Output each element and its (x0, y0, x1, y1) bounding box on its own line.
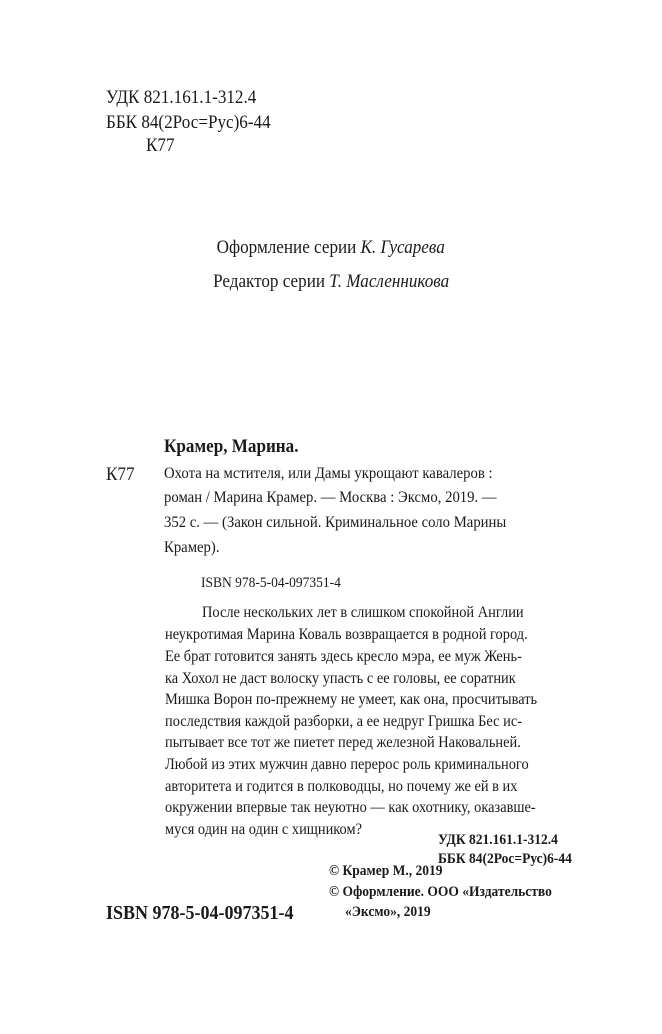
series-design-name: К. Гусарева (360, 237, 446, 258)
description-line: Любой из этих мужчин давно перерос роль криминального (165, 756, 529, 773)
description-line: неукротимая Марина Коваль возвращается в родной город. (165, 626, 528, 643)
catalog-author-mark: К77 (106, 464, 135, 485)
bbk-index: ББК 84(2Рос=Рус)6-44 (106, 112, 271, 133)
annotation-line: Охота на мстителя, или Дамы укрощают кавалеров : (164, 465, 493, 482)
series-editor-credit (0, 270, 662, 293)
copyright-publisher: «Эксмо», 2019 (345, 904, 431, 920)
description-line: ка Хохол не даст волоску упасть с ее головы, ее соратник (165, 670, 516, 687)
description-line: авторитета и годится в полководцы, но почему же ей в их (165, 778, 518, 795)
author-heading: Крамер, Марина. (164, 436, 299, 457)
author-mark: К77 (146, 135, 175, 156)
description-line: пытывает все тот же пиетет перед железной Наковальней. (165, 734, 521, 751)
annotation-line: роман / Марина Крамер. — Москва : Эксмо, 2019. — (164, 489, 497, 506)
bbk-short: ББК 84(2Рос=Рус)6-44 (438, 851, 572, 867)
series-editor-name: Т. Масленникова (329, 271, 450, 292)
series-design-label: Оформление серии (216, 237, 361, 258)
description-line: окружении впервые так неуютно — как охотнику, оказавше- (165, 799, 536, 816)
copyright-design: © Оформление. ООО «Издательство (329, 884, 552, 900)
copyright-author: © Крамер М., 2019 (329, 863, 443, 879)
description-line: Мишка Ворон по-прежнему не умеет, как она, просчитывать (165, 691, 538, 708)
footer-isbn: ISBN 978-5-04-097351-4 (106, 902, 294, 924)
udk-short: УДК 821.161.1-312.4 (438, 832, 558, 848)
annotation-line: Крамер). (164, 539, 220, 556)
series-design-credit (0, 236, 662, 259)
description-line: муся один на один с хищником? (165, 821, 362, 838)
catalog-isbn: ISBN 978-5-04-097351-4 (201, 575, 341, 591)
description-line: Ее брат готовится занять здесь кресло мэра, ее муж Жень- (165, 648, 522, 665)
series-editor-label: Редактор серии (212, 271, 330, 292)
description-line: последствия каждой разборки, а ее недруг Гришка Бес ис- (165, 713, 523, 730)
description-line: После нескольких лет в слишком спокойной Англии (202, 604, 524, 621)
udk-index: УДК 821.161.1-312.4 (106, 87, 257, 108)
annotation-line: 352 с. — (Закон сильной. Криминальное соло Марины (164, 514, 507, 531)
